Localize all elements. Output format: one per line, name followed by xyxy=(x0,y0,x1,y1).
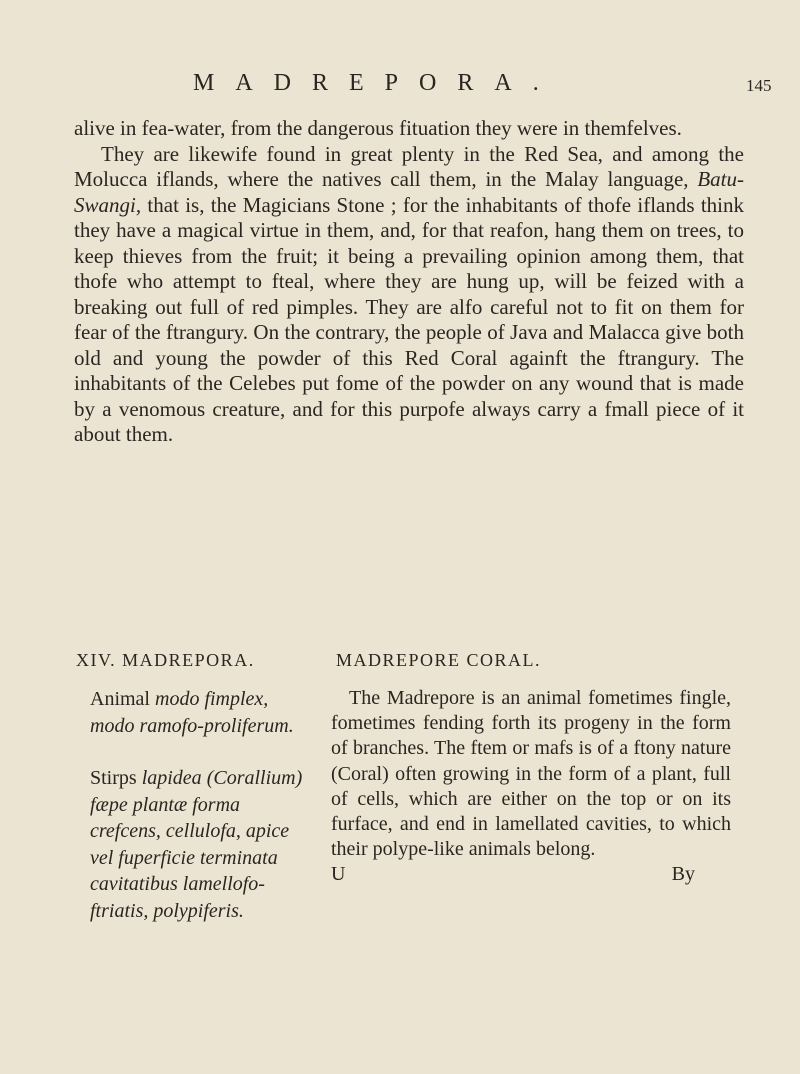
latin-para-1 xyxy=(76,686,311,739)
latin-word: Animal xyxy=(90,688,150,710)
catchword: By xyxy=(671,863,695,886)
english-description xyxy=(331,686,731,888)
latin-italic: fæpe plantæ forma crefcens, cellulofa, apice vel fuperficie terminata cavitatibus lamellofo-ftriatis, polypiferis. xyxy=(90,793,290,922)
english-para: The Madrepore is an animal fometimes fingle, fometimes fending forth its progeny in the form of branches. The ftem or mafs is of a ftony nature (Coral) often growing in the form of a plant, full of cells, which are either on the top or on its furface, and end in lamellated cavities, to which their polype-like animals belong. xyxy=(331,687,731,861)
section-heading-latin: XIV. MADREPORA. xyxy=(76,650,255,670)
paragraph-2-lead: They are likewife found in great plenty in the Red Sea, and among the Molucca iflands, where the natives call them, in the Malay language, xyxy=(74,141,744,191)
running-title: MADREPORA. xyxy=(193,70,560,96)
latin-italic: lapidea xyxy=(141,767,202,789)
body-text xyxy=(74,116,744,448)
paragraph-1: alive in fea-water, from the dangerous fituation they were in themfelves. xyxy=(74,116,682,140)
latin-description xyxy=(76,686,311,924)
latin-italic: (Corallium) xyxy=(206,767,303,789)
signature-mark: U xyxy=(331,863,346,886)
paragraph-2 xyxy=(74,142,744,448)
latin-word: Stirps xyxy=(90,767,137,789)
batu-swangi-term: Batu-Swangi, xyxy=(74,167,744,217)
running-head xyxy=(0,70,800,106)
signature-line xyxy=(331,862,731,888)
latin-italic: modo ramofo-proliferum. xyxy=(90,714,294,737)
latin-italic: modo fimplex, xyxy=(155,688,269,710)
paragraph-2-rest: that is, the Magicians Stone ; for the inhabitants of thofe iflands think they have a magical virtue in them, and, for that reafon, hang them on trees, to keep thieves from the fruit; it being a prevailing opinion among them, that thofe who attempt to fteal, where they are hung up, will be feized with a breaking out full of red pimples. They are alfo careful not to fit on them for fear of the ftrangury. On the contrary, the people of Java and Malacca give both old and young the powder of this Red Coral againft the ftrangury. The inhabitants of the Celebes put fome of the powder on any wound that is made by a venomous creature, and for this purpofe always carry a fmall piece of it about them. xyxy=(74,192,745,446)
page-number: 145 xyxy=(746,76,772,95)
section-heading-english: MADREPORE CORAL. xyxy=(336,650,542,670)
latin-para-2 xyxy=(76,765,311,924)
